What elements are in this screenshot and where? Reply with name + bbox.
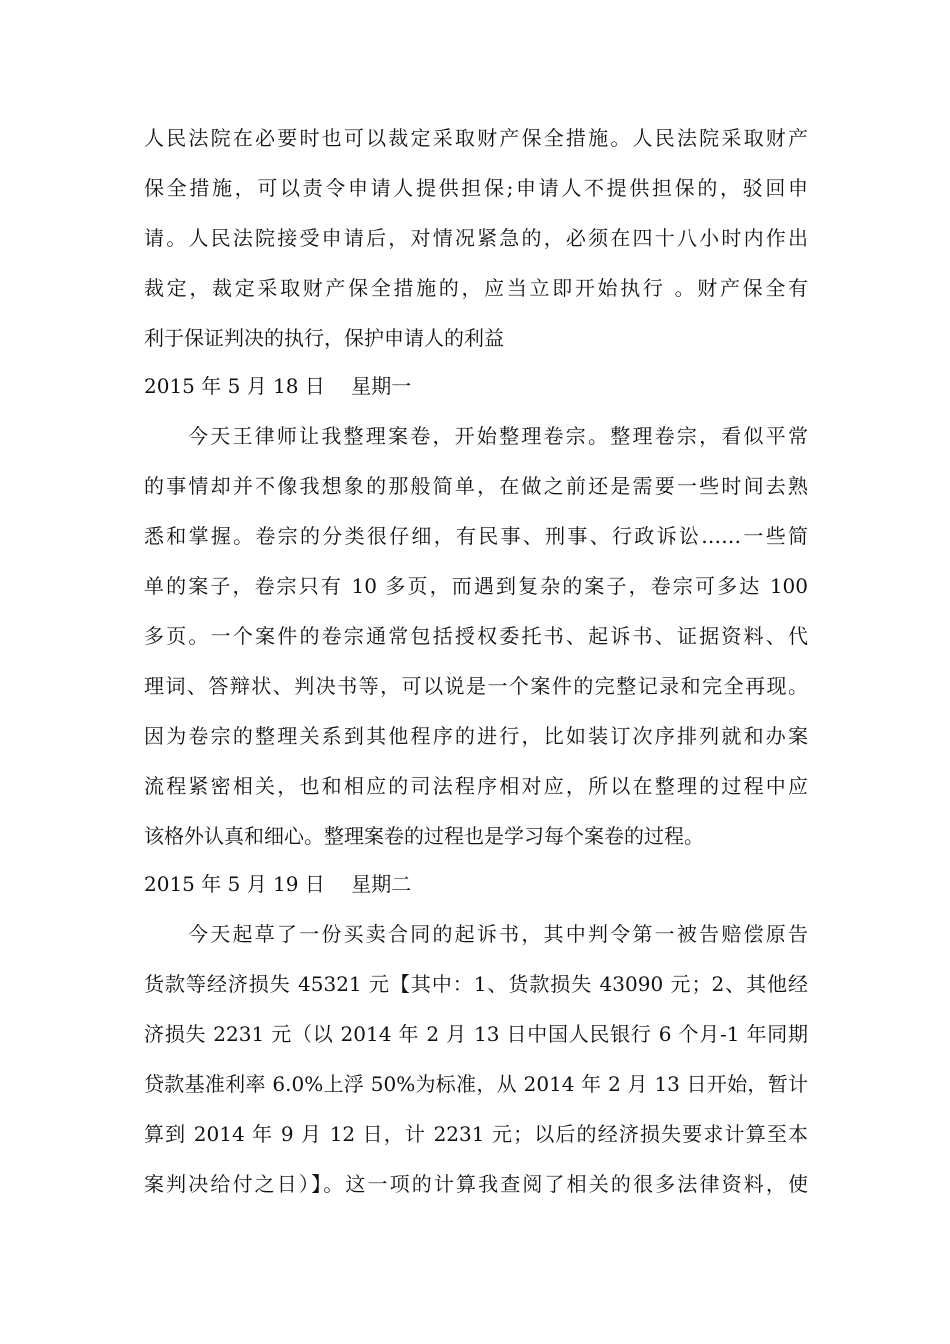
diary-date-2: 2015 年 5 月 19 日 星期二 [144,872,412,896]
paragraph-2-line-8: 流程紧密相关，也和相应的司法程序相对应，所以在整理的过程中应 [144,774,808,798]
paragraph-3-line-6: 案判决给付之日）】。这一项的计算我查阅了相关的很多法律资料，使 [144,1172,808,1196]
paragraph-1-line-5: 利于保证判决的执行，保护申请人的利益 [144,326,504,350]
paragraph-2-line-9: 该格外认真和细心。整理案卷的过程也是学习每个案卷的过程。 [144,824,704,848]
paragraph-2-line-2: 的事情却并不像我想象的那般简单，在做之前还是需要一些时间去熟 [144,474,808,498]
paragraph-1-line-1: 人民法院在必要时也可以裁定采取财产保全措施。人民法院采取财产 [144,126,808,150]
paragraph-2-line-7: 因为卷宗的整理关系到其他程序的进行，比如装订次序排列就和办案 [144,724,808,748]
paragraph-1-line-4: 裁定，裁定采取财产保全措施的，应当立即开始执行 。财产保全有 [144,276,808,300]
paragraph-3-line-3: 济损失 2231 元（以 2014 年 2 月 13 日中国人民银行 6 个月-1 年同期 [144,1022,808,1046]
paragraph-3-line-1: 今天起草了一份买卖合同的起诉书，其中判令第一被告赔偿原告 [188,922,808,946]
paragraph-1-line-3: 请。人民法院接受申请后，对情况紧急的，必须在四十八小时内作出 [144,226,808,250]
paragraph-2-line-3: 悉和掌握。卷宗的分类很仔细，有民事、刑事、行政诉讼……一些简 [144,524,808,548]
paragraph-2-line-5: 多页。一个案件的卷宗通常包括授权委托书、起诉书、证据资料、代 [144,624,808,648]
diary-date-1: 2015 年 5 月 18 日 星期一 [144,374,412,398]
paragraph-3-line-4: 贷款基准利率 6.0%上浮 50%为标准，从 2014 年 2 月 13 日开始，暂计 [144,1072,808,1096]
paragraph-2-line-1: 今天王律师让我整理案卷，开始整理卷宗。整理卷宗，看似平常 [188,424,808,448]
paragraph-3-line-2: 货款等经济损失 45321 元【其中：1、货款损失 43090 元；2、其他经 [144,972,808,996]
paragraph-3-line-5: 算到 2014 年 9 月 12 日，计 2231 元；以后的经济损失要求计算至本 [144,1122,808,1146]
paragraph-2-line-4: 单的案子，卷宗只有 10 多页，而遇到复杂的案子，卷宗可多达 100 [144,574,808,598]
paragraph-2-line-6: 理词、答辩状、判决书等，可以说是一个案件的完整记录和完全再现。 [144,674,808,698]
paragraph-1-line-2: 保全措施，可以责令申请人提供担保;申请人不提供担保的，驳回申 [144,176,808,200]
